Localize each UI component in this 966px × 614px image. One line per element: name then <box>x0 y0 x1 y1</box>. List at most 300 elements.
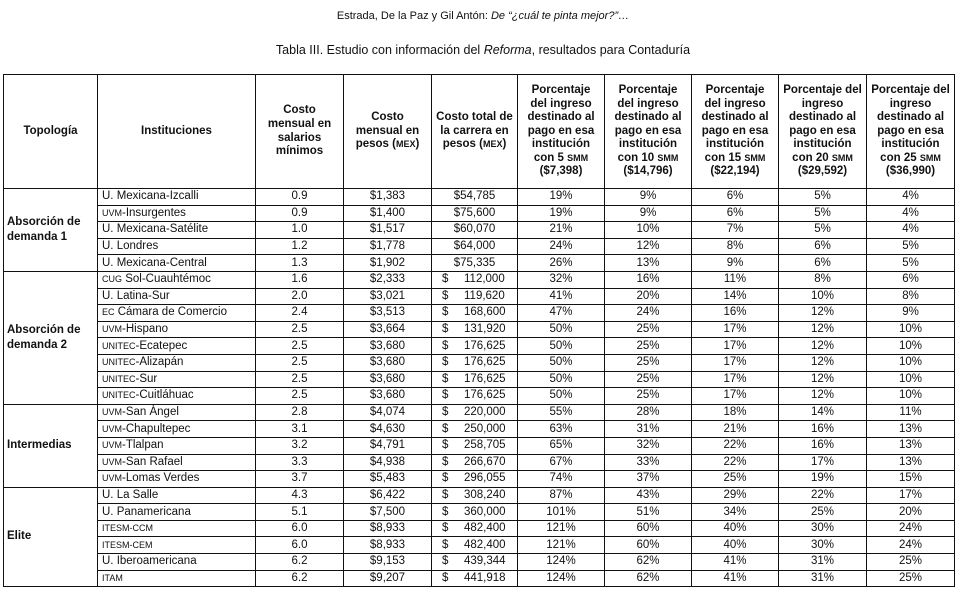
header-costo-mensual: Costo mensual en pesos (MEX) <box>344 75 432 189</box>
pct-5smm-cell: 50% <box>518 338 605 355</box>
total-cost-value: 266,670 <box>464 455 506 468</box>
institution-cell <box>98 570 256 587</box>
pct-10smm-cell: 10% <box>605 222 692 239</box>
institution-abbr: UNITEC <box>102 340 136 351</box>
pct-25smm-cell: 4% <box>867 222 955 239</box>
currency-symbol: $ <box>442 439 449 452</box>
pct-10smm-cell: 25% <box>605 338 692 355</box>
caption-prefix: Tabla III. Estudio con información del <box>275 43 484 57</box>
institution-cell <box>98 371 256 388</box>
currency-symbol: $ <box>442 472 449 485</box>
institution-abbr: UVM <box>102 440 122 451</box>
total-cost-cell <box>432 520 518 537</box>
total-cost-cell <box>432 354 518 371</box>
pct-15smm-cell: 21% <box>692 421 779 438</box>
total-cost-value: 176,625 <box>464 356 506 369</box>
institution-name: U. Mexicana-Central <box>102 256 207 269</box>
total-cost-value: 296,055 <box>464 472 506 485</box>
header-pct-10: Porcentaje del ingreso destinado al pago en esa institución con 10 SMM ($14,796) <box>605 75 692 189</box>
pct-20smm-cell: 16% <box>779 421 867 438</box>
pct-15smm-cell: 7% <box>692 222 779 239</box>
total-cost-cell <box>432 371 518 388</box>
total-cost-cell <box>432 421 518 438</box>
pct-5smm-cell: 74% <box>518 471 605 488</box>
total-cost-cell <box>432 305 518 322</box>
institution-cell <box>98 471 256 488</box>
monthly-cost-cell: $4,074 <box>344 404 432 421</box>
institution-cell <box>98 222 256 239</box>
monthly-cost-cell: $3,680 <box>344 371 432 388</box>
pct-5smm-cell: 50% <box>518 354 605 371</box>
pct-5smm-cell: 47% <box>518 305 605 322</box>
pct-25smm-cell: 24% <box>867 537 955 554</box>
pct-20smm-cell: 14% <box>779 404 867 421</box>
monthly-cost-cell: $5,483 <box>344 471 432 488</box>
pct-20smm-cell: 17% <box>779 454 867 471</box>
pct-20smm-cell: 22% <box>779 487 867 504</box>
monthly-cost-cell: $1,383 <box>344 189 432 206</box>
currency-symbol: $ <box>442 306 449 319</box>
institution-abbr: UVM <box>102 407 122 418</box>
total-cost-value: 176,625 <box>464 372 506 385</box>
institution-name: U. Londres <box>102 240 159 253</box>
table-body <box>4 189 955 587</box>
monthly-cost-cell: $3,680 <box>344 388 432 405</box>
pct-25smm-cell: 10% <box>867 338 955 355</box>
institution-name: U. La Salle <box>102 488 159 501</box>
pct-5smm-cell: 63% <box>518 421 605 438</box>
institution-cell <box>98 238 256 255</box>
cost-min-wages-cell: 1.2 <box>256 238 344 255</box>
pct-10smm-cell: 62% <box>605 570 692 587</box>
total-cost-cell <box>432 504 518 521</box>
institution-abbr: UNITEC <box>102 357 136 368</box>
table-row <box>4 487 955 504</box>
pct-25smm-cell: 11% <box>867 404 955 421</box>
header-instituciones: Instituciones <box>98 75 256 189</box>
table-row <box>4 321 955 338</box>
topology-group-label: Elite <box>4 487 98 587</box>
pct-25smm-cell: 5% <box>867 238 955 255</box>
pct-20smm-cell: 12% <box>779 371 867 388</box>
pct-10smm-cell: 25% <box>605 371 692 388</box>
cost-min-wages-cell: 0.9 <box>256 189 344 206</box>
total-cost-cell: $75,335 <box>432 255 518 272</box>
cost-min-wages-cell: 3.2 <box>256 437 344 454</box>
institution-cell <box>98 537 256 554</box>
institution-name: -San Rafael <box>122 455 183 468</box>
pct-15smm-cell: 6% <box>692 189 779 206</box>
pct-15smm-cell: 41% <box>692 554 779 571</box>
pct-10smm-cell: 12% <box>605 238 692 255</box>
pct-25smm-cell: 15% <box>867 471 955 488</box>
cost-min-wages-cell: 2.5 <box>256 388 344 405</box>
pct-5smm-cell: 101% <box>518 504 605 521</box>
institution-name: -Tlalpan <box>122 439 164 452</box>
total-cost-value: 308,240 <box>464 488 506 501</box>
pct-20smm-cell: 30% <box>779 537 867 554</box>
cost-min-wages-cell: 6.2 <box>256 554 344 571</box>
institution-cell <box>98 305 256 322</box>
currency-symbol: $ <box>442 339 449 352</box>
total-cost-cell <box>432 554 518 571</box>
pct-25smm-cell: 24% <box>867 520 955 537</box>
institution-name: U. Mexicana-Izcalli <box>102 190 199 203</box>
pct-15smm-cell: 22% <box>692 454 779 471</box>
table-row <box>4 354 955 371</box>
cost-min-wages-cell: 2.5 <box>256 354 344 371</box>
institution-abbr: ITESM-CCM <box>102 523 153 534</box>
cost-min-wages-cell: 1.3 <box>256 255 344 272</box>
table-row <box>4 454 955 471</box>
table-row <box>4 537 955 554</box>
topology-group-label: Intermedias <box>4 404 98 487</box>
institution-abbr: UNITEC <box>102 390 136 401</box>
pct-20smm-cell: 12% <box>779 305 867 322</box>
institution-name: -Cuitláhuac <box>135 389 194 402</box>
cost-min-wages-cell: 6.2 <box>256 570 344 587</box>
institution-cell <box>98 554 256 571</box>
pct-20smm-cell: 16% <box>779 437 867 454</box>
pct-15smm-cell: 17% <box>692 338 779 355</box>
pct-15smm-cell: 6% <box>692 205 779 222</box>
pct-20smm-cell: 12% <box>779 321 867 338</box>
pct-15smm-cell: 40% <box>692 520 779 537</box>
pct-10smm-cell: 25% <box>605 388 692 405</box>
total-cost-value: 168,600 <box>464 306 506 319</box>
pct-25smm-cell: 25% <box>867 570 955 587</box>
cost-min-wages-cell: 1.6 <box>256 271 344 288</box>
monthly-cost-cell: $1,778 <box>344 238 432 255</box>
monthly-cost-cell: $8,933 <box>344 520 432 537</box>
cost-min-wages-cell: 2.5 <box>256 338 344 355</box>
pct-20smm-cell: 31% <box>779 570 867 587</box>
institution-cell <box>98 504 256 521</box>
monthly-cost-cell: $3,680 <box>344 354 432 371</box>
pct-25smm-cell: 5% <box>867 255 955 272</box>
pct-5smm-cell: 19% <box>518 205 605 222</box>
pct-20smm-cell: 10% <box>779 288 867 305</box>
institution-name: U. Panamericana <box>102 505 191 518</box>
header-costo-total: Costo total de la carrera en pesos (MEX) <box>432 75 518 189</box>
header-topologia: Topología <box>4 75 98 189</box>
pct-10smm-cell: 51% <box>605 504 692 521</box>
pct-25smm-cell: 10% <box>867 388 955 405</box>
pct-10smm-cell: 37% <box>605 471 692 488</box>
data-table <box>3 74 955 587</box>
monthly-cost-cell: $3,021 <box>344 288 432 305</box>
total-cost-cell <box>432 404 518 421</box>
header-costo-sm: Costo mensual en salarios mínimos <box>256 75 344 189</box>
pct-10smm-cell: 32% <box>605 437 692 454</box>
currency-symbol: $ <box>442 323 449 336</box>
pct-10smm-cell: 62% <box>605 554 692 571</box>
institution-abbr: ITAM <box>102 572 123 583</box>
monthly-cost-cell: $3,664 <box>344 321 432 338</box>
cost-min-wages-cell: 3.7 <box>256 471 344 488</box>
institution-abbr: UNITEC <box>102 373 136 384</box>
table-row <box>4 189 955 206</box>
currency-symbol: $ <box>442 389 449 402</box>
monthly-cost-cell: $1,517 <box>344 222 432 239</box>
pct-5smm-cell: 24% <box>518 238 605 255</box>
pct-25smm-cell: 20% <box>867 504 955 521</box>
pct-15smm-cell: 29% <box>692 487 779 504</box>
pct-25smm-cell: 9% <box>867 305 955 322</box>
monthly-cost-cell: $1,902 <box>344 255 432 272</box>
pct-25smm-cell: 17% <box>867 487 955 504</box>
pct-15smm-cell: 34% <box>692 504 779 521</box>
pct-5smm-cell: 26% <box>518 255 605 272</box>
pct-25smm-cell: 4% <box>867 189 955 206</box>
currency-symbol: $ <box>442 571 449 584</box>
table-row <box>4 288 955 305</box>
monthly-cost-cell: $3,513 <box>344 305 432 322</box>
pct-20smm-cell: 12% <box>779 338 867 355</box>
monthly-cost-cell: $4,630 <box>344 421 432 438</box>
total-cost-value: 360,000 <box>464 505 506 518</box>
institution-name: -Insurgentes <box>122 206 186 219</box>
monthly-cost-cell: $3,680 <box>344 338 432 355</box>
currency-symbol: $ <box>442 505 449 518</box>
header-pct-20: Porcentaje del ingreso destinado al pago en esa institución con 20 SMM ($29,592) <box>779 75 867 189</box>
pct-5smm-cell: 41% <box>518 288 605 305</box>
cost-min-wages-cell: 3.3 <box>256 454 344 471</box>
institution-name: -Ecatepec <box>135 339 188 352</box>
total-cost-value: 176,625 <box>464 389 506 402</box>
institution-name: U. Mexicana-Satélite <box>102 223 209 236</box>
total-cost-value: 482,400 <box>464 522 506 535</box>
pct-15smm-cell: 8% <box>692 238 779 255</box>
total-cost-cell <box>432 388 518 405</box>
topology-group-label: Absorción de demanda 1 <box>4 189 98 272</box>
total-cost-cell <box>432 288 518 305</box>
institution-cell <box>98 437 256 454</box>
header-pct-15: Porcentaje del ingreso destinado al pago en esa institución con 15 SMM ($22,194) <box>692 75 779 189</box>
pct-25smm-cell: 13% <box>867 421 955 438</box>
cost-min-wages-cell: 0.9 <box>256 205 344 222</box>
cost-min-wages-cell: 6.0 <box>256 520 344 537</box>
pct-10smm-cell: 24% <box>605 305 692 322</box>
pct-15smm-cell: 11% <box>692 271 779 288</box>
currency-symbol: $ <box>442 422 449 435</box>
pct-10smm-cell: 28% <box>605 404 692 421</box>
total-cost-value: 131,920 <box>464 323 506 336</box>
institution-name: U. Latina-Sur <box>102 289 170 302</box>
total-cost-cell <box>432 487 518 504</box>
institution-cell <box>98 421 256 438</box>
pct-10smm-cell: 13% <box>605 255 692 272</box>
table-row <box>4 471 955 488</box>
total-cost-cell <box>432 570 518 587</box>
institution-abbr: CUG <box>102 274 122 285</box>
header-pct-25: Porcentaje del ingreso destinado al pago en esa institución con 25 SMM ($36,990) <box>867 75 955 189</box>
table-row <box>4 338 955 355</box>
pct-25smm-cell: 10% <box>867 321 955 338</box>
cost-min-wages-cell: 2.0 <box>256 288 344 305</box>
currency-symbol: $ <box>442 289 449 302</box>
institution-name: Cámara de Comercio <box>114 306 227 319</box>
header-pct-5: Porcentaje del ingreso destinado al pago en esa institución con 5 SMM ($7,398) <box>518 75 605 189</box>
cost-min-wages-cell: 3.1 <box>256 421 344 438</box>
table-row <box>4 238 955 255</box>
pct-5smm-cell: 19% <box>518 189 605 206</box>
pct-20smm-cell: 12% <box>779 388 867 405</box>
topology-group-label: Absorción de demanda 2 <box>4 271 98 404</box>
pct-25smm-cell: 25% <box>867 554 955 571</box>
pct-25smm-cell: 8% <box>867 288 955 305</box>
pct-5smm-cell: 124% <box>518 570 605 587</box>
total-cost-value: 119,620 <box>464 289 505 302</box>
pct-20smm-cell: 6% <box>779 238 867 255</box>
currency-symbol: $ <box>442 356 449 369</box>
pct-20smm-cell: 5% <box>779 189 867 206</box>
pct-20smm-cell: 5% <box>779 205 867 222</box>
cost-min-wages-cell: 6.0 <box>256 537 344 554</box>
pct-5smm-cell: 124% <box>518 554 605 571</box>
total-cost-cell <box>432 338 518 355</box>
institution-cell <box>98 321 256 338</box>
pct-20smm-cell: 25% <box>779 504 867 521</box>
pct-10smm-cell: 16% <box>605 271 692 288</box>
institution-name: -Chapultepec <box>122 422 191 435</box>
institution-cell <box>98 388 256 405</box>
caption-italic: Reforma <box>483 43 532 57</box>
pct-20smm-cell: 12% <box>779 354 867 371</box>
institution-cell <box>98 271 256 288</box>
pct-5smm-cell: 121% <box>518 537 605 554</box>
total-cost-value: 439,344 <box>464 555 506 568</box>
currency-symbol: $ <box>442 372 449 385</box>
cost-min-wages-cell: 5.1 <box>256 504 344 521</box>
cost-min-wages-cell: 2.4 <box>256 305 344 322</box>
institution-cell <box>98 454 256 471</box>
total-cost-cell <box>432 454 518 471</box>
pct-20smm-cell: 30% <box>779 520 867 537</box>
institution-name: -Sur <box>135 372 158 385</box>
table-row <box>4 222 955 239</box>
table-caption <box>0 43 966 57</box>
pct-5smm-cell: 50% <box>518 388 605 405</box>
pct-15smm-cell: 17% <box>692 388 779 405</box>
total-cost-cell <box>432 471 518 488</box>
monthly-cost-cell: $9,153 <box>344 554 432 571</box>
monthly-cost-cell: $1,400 <box>344 205 432 222</box>
pct-10smm-cell: 43% <box>605 487 692 504</box>
institution-abbr: UVM <box>102 324 122 335</box>
total-cost-value: 258,705 <box>464 439 506 452</box>
table-row <box>4 437 955 454</box>
currency-symbol: $ <box>442 273 449 286</box>
pct-25smm-cell: 4% <box>867 205 955 222</box>
pct-20smm-cell: 19% <box>779 471 867 488</box>
pct-10smm-cell: 25% <box>605 354 692 371</box>
pct-15smm-cell: 9% <box>692 255 779 272</box>
cost-min-wages-cell: 2.8 <box>256 404 344 421</box>
pct-10smm-cell: 60% <box>605 537 692 554</box>
pct-15smm-cell: 17% <box>692 321 779 338</box>
pct-15smm-cell: 18% <box>692 404 779 421</box>
institution-name: -Alizapán <box>135 356 184 369</box>
institution-name: -San Ángel <box>122 406 179 419</box>
pct-25smm-cell: 6% <box>867 271 955 288</box>
institution-abbr: UVM <box>102 207 122 218</box>
running-head <box>0 10 966 22</box>
institution-abbr: UVM <box>102 456 122 467</box>
total-cost-cell <box>432 321 518 338</box>
pct-10smm-cell: 9% <box>605 205 692 222</box>
currency-symbol: $ <box>442 455 449 468</box>
pct-15smm-cell: 17% <box>692 371 779 388</box>
pct-15smm-cell: 17% <box>692 354 779 371</box>
table-row <box>4 520 955 537</box>
table-row <box>4 554 955 571</box>
total-cost-cell: $75,600 <box>432 205 518 222</box>
total-cost-value: 250,000 <box>464 422 506 435</box>
pct-5smm-cell: 55% <box>518 404 605 421</box>
monthly-cost-cell: $8,933 <box>344 537 432 554</box>
pct-5smm-cell: 121% <box>518 520 605 537</box>
currency-symbol: $ <box>442 522 449 535</box>
total-cost-value: 482,400 <box>464 538 506 551</box>
pct-15smm-cell: 16% <box>692 305 779 322</box>
total-cost-cell: $64,000 <box>432 238 518 255</box>
running-head-authors: Estrada, De la Paz y Gil Antón: <box>336 10 491 22</box>
pct-20smm-cell: 6% <box>779 255 867 272</box>
header-row <box>4 75 955 189</box>
monthly-cost-cell: $4,791 <box>344 437 432 454</box>
pct-15smm-cell: 40% <box>692 537 779 554</box>
institution-cell <box>98 487 256 504</box>
total-cost-cell <box>432 271 518 288</box>
pct-25smm-cell: 13% <box>867 437 955 454</box>
pct-20smm-cell: 31% <box>779 554 867 571</box>
currency-symbol: $ <box>442 555 449 568</box>
currency-symbol: $ <box>442 488 449 501</box>
pct-5smm-cell: 32% <box>518 271 605 288</box>
cost-min-wages-cell: 2.5 <box>256 321 344 338</box>
pct-25smm-cell: 13% <box>867 454 955 471</box>
institution-abbr: EC <box>102 307 115 318</box>
monthly-cost-cell: $6,422 <box>344 487 432 504</box>
pct-5smm-cell: 87% <box>518 487 605 504</box>
pct-5smm-cell: 50% <box>518 371 605 388</box>
cost-min-wages-cell: 4.3 <box>256 487 344 504</box>
table-row <box>4 388 955 405</box>
currency-symbol: $ <box>442 538 449 551</box>
institution-cell <box>98 338 256 355</box>
table-row <box>4 371 955 388</box>
pct-15smm-cell: 22% <box>692 437 779 454</box>
institution-cell <box>98 189 256 206</box>
institution-name: -Lomas Verdes <box>122 472 200 485</box>
monthly-cost-cell: $9,207 <box>344 570 432 587</box>
total-cost-value: 220,000 <box>464 406 506 419</box>
pct-5smm-cell: 50% <box>518 321 605 338</box>
total-cost-cell <box>432 437 518 454</box>
pct-15smm-cell: 25% <box>692 471 779 488</box>
caption-suffix: , resultados para Contaduría <box>531 43 691 57</box>
table-row <box>4 570 955 587</box>
table-row <box>4 271 955 288</box>
pct-10smm-cell: 20% <box>605 288 692 305</box>
institution-cell <box>98 520 256 537</box>
running-head-title: De “¿cuál te pinta mejor?”… <box>490 10 630 22</box>
institution-cell <box>98 255 256 272</box>
pct-15smm-cell: 14% <box>692 288 779 305</box>
institution-name: -Hispano <box>122 323 169 336</box>
pct-10smm-cell: 25% <box>605 321 692 338</box>
